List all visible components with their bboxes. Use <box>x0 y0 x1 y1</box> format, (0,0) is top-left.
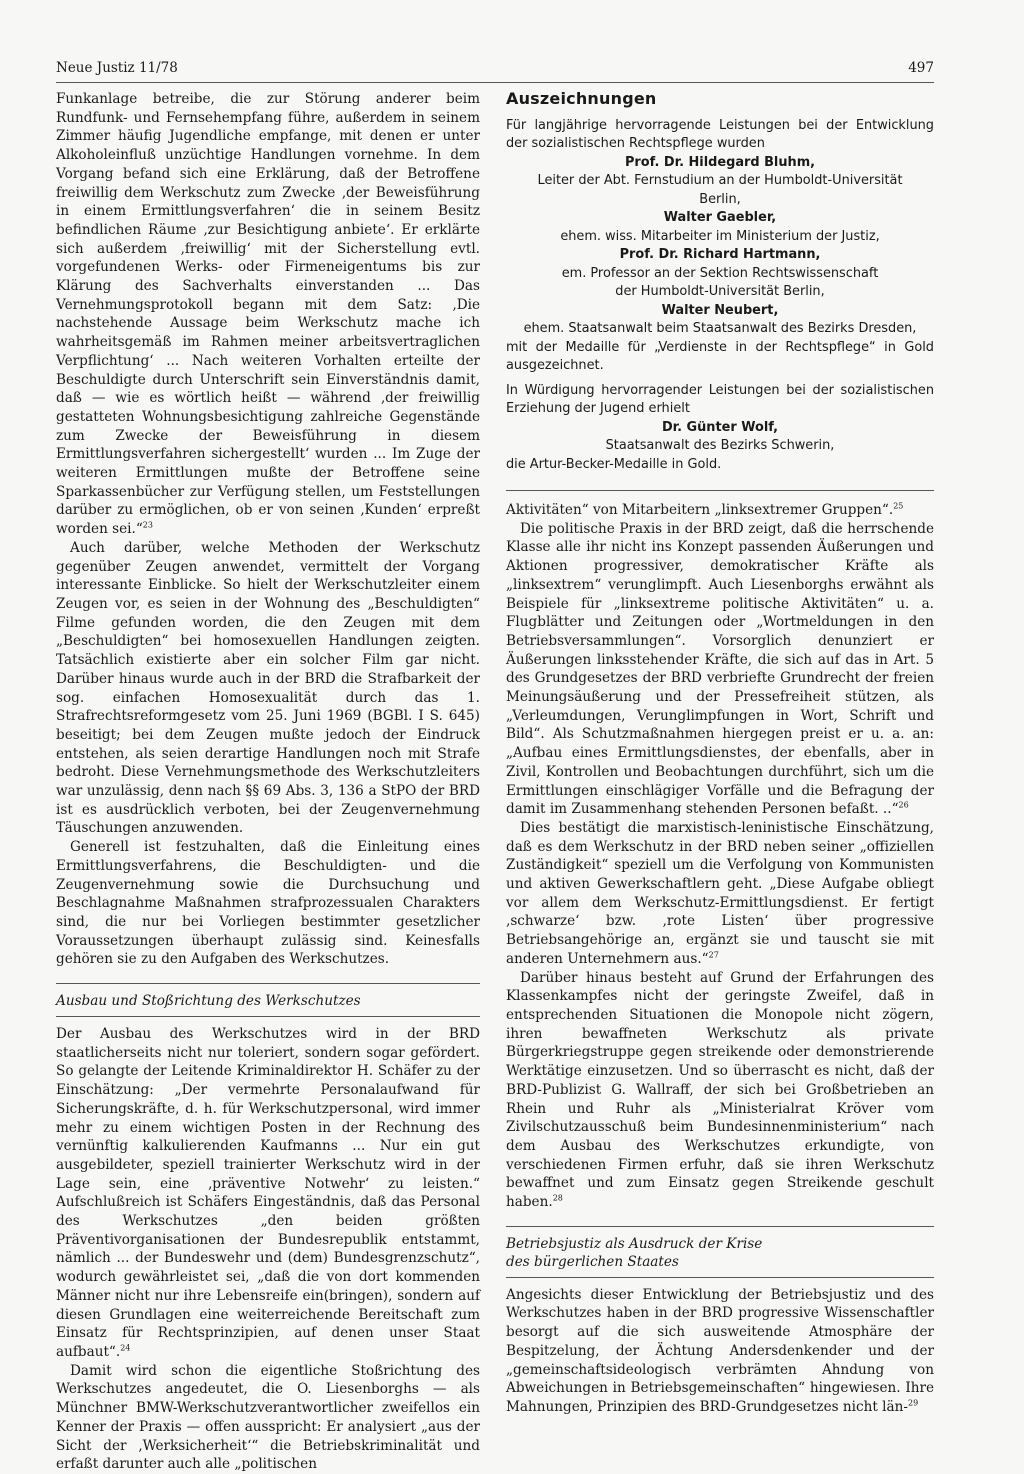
section-rule <box>56 983 480 984</box>
awards-closing: die Artur-Becker-Medaille in Gold. <box>506 456 722 472</box>
footnote-ref: 29 <box>908 1398 919 1408</box>
paragraph: Darüber hinaus besteht auf Grund der Erfahrungen des Klassenkampfes nicht der geringste Zweifel, daß in entsprechenden Situationen die Monopole nicht zögern, ihren bewaffneten Werkschutz als private Bürgerkriegstruppe gegen streikende oder demonstrierende Werktätige einzusetzen. Und so überrascht es nicht, daß der BRD-Publizist G. Wallraff, der sich bei Großbetrieben an Rhein und Ruhr als „Ministerialrat Kröver vom Zivilschutzausschuß beim Bundesinnenministerium“ nach dem Ausbau des Werkschutzes erkundigte, von verschiedenen Firmen erfuhr, daß sie ihren Werkschutz bewaffnet und zum Einsatz gegen Streikende geschult haben.$^{28}$ <box>506 969 934 1211</box>
awardee-role: Leiter der Abt. Fernstudium an der Humboldt-Universität <box>537 173 903 188</box>
footnote-ref: 25 <box>893 501 904 511</box>
awardee-role: der Humboldt-Universität Berlin, <box>615 284 825 299</box>
awardee-name: Walter Gaebler, <box>663 210 777 225</box>
awardee-role: ehem. Staatsanwalt beim Staatsanwalt des Bezirks Dresden, <box>523 321 917 336</box>
footnote-ref: 28 <box>552 1193 563 1203</box>
awardee-role: Staatsanwalt des Bezirks Schwerin, <box>605 438 835 453</box>
paragraph: Generell ist festzuhalten, daß die Einleitung eines Ermittlungsverfahrens, die Beschuldigten- und die Zeugenvernehmung sowie die Durchsuchung und Beschlagnahme Maßnahmen strafprozessualen Charakters sind, die nur bei Vorliegen bestimmter gesetzlicher Voraussetzungen überhaupt zulässig sind. Keinesfalls gehören sie zu den Aufgaben des Werkschutzes. <box>56 839 480 968</box>
paragraph: Aktivitäten“ von Mitarbeitern „linksextremer Gruppen“.$^{25}$ <box>506 501 904 518</box>
section-rule <box>506 1226 934 1227</box>
paragraph: Die politische Praxis in der BRD zeigt, daß die herrschende Klasse alle ihr nicht ins Konzept passenden Äußerungen und Aktionen progressiver, demokratischer Kräfte als „linksextrem“ verunglimpft. Auch Liesenborghs erwähnt als Beispiele für „linksextreme politische Aktivitäten“ u. a. Flugblätter und Zeitungen oder „Wortmeldungen in den Betriebsversammlungen“. Vorsorglich denunziert er Äußerungen linksstehender Kräfte, die sich auf das in Art. 5 des Grundgesetzes der BRD verbriefte Grundrecht der freien Meinungsäußerung und der Pressefreiheit stützen, als „Verleumdungen, Verunglimpfungen in Wort, Schrift und Bild“. Als Schutzmaßnahmen hiergegen preist er u. a. an: „Aufbau eines Ermittlungsdienstes, der ebenfalls, aber in Zivil, Kontrollen und Beobachtungen durchführt, sich um die Ermittlungen einschlägiger Vorfälle und die Befragung der damit im Zusammenhang stehenden Personen befaßt. ..“$^{26}$ <box>506 520 934 818</box>
awardee-name: Walter Neubert, <box>661 302 779 318</box>
paragraph: Dies bestätigt die marxistisch-leninistische Einschätzung, daß es dem Werkschutz in der BRD neben seiner „offiziellen Zuständigkeit“ speziell um die Verfolgung von Kommunisten und aktiven Gewerkschaftlern geht. „Diese Aufgabe obliegt vor allem dem Werkschutz-Ermittlungsdienst. Er fertigt ‚schwarze‘ bzw. ‚rote Listen‘ über progressive Betriebsangehörige an, ergänzt sie und tauscht sie mit anderen Unternehmern aus.“$^{27}$ <box>506 819 934 967</box>
awardee-role: em. Professor an der Sektion Rechtswissenschaft <box>561 265 879 281</box>
paragraph: Auch darüber, welche Methoden der Werkschutz gegenüber Zeugen anwendet, vermittelt der Vorgang interessante Einblicke. So hielt der Werkschutzleiter einem Zeugen vor, es seien in der Wohnung des „Beschuldigten“ Filme gefunden worden, die den Zeugen mit dem „Beschuldigten“ bei homosexuellen Handlungen zeigten. Tatsächlich existierte aber ein solcher Film gar nicht. Darüber hinaus wurde auch in der BRD die Strafbarkeit der sog. einfachen Homosexualität durch das 1. Strafrechtsreformgesetz vom 25. Juni 1969 (BGBl. I S. 645) beseitigt; bei dem Zeugen mußte jedoch der Eindruck entstehen, als seien derartige Handlungen noch mit Strafe bedroht. Diese Vernehmungsmethode des Werkschutzleiters war unzulässig, denn nach §§ 69 Abs. 3, 136 a StPO der BRD ist es ausdrücklich verboten, bei der Zeugenvernehmung Täuschungen anzuwenden. <box>56 539 480 837</box>
page-header <box>56 60 934 80</box>
footnote-ref: 24 <box>120 1343 131 1353</box>
medal-text: mit der Medaille für „Verdienste in der Rechtspflege“ in Gold ausgezeichnet. <box>506 339 934 373</box>
awardee-role: Berlin, <box>699 191 741 207</box>
page-number: 497 <box>908 60 934 76</box>
right-column <box>506 90 934 1417</box>
section-heading: Ausbau und Stoßrichtung des Werkschutzes <box>56 993 361 1010</box>
awards-intro: Für langjährige hervorragende Leistungen bei der Entwicklung der sozialistischen Rechtspflege wurden <box>506 117 934 151</box>
awards-title: Auszeichnungen <box>506 89 657 108</box>
awardee-name: Prof. Dr. Richard Hartmann, <box>619 247 821 262</box>
paragraph: Der Ausbau des Werkschutzes wird in der BRD staatlicherseits nicht nur toleriert, sondern sogar gefördert. So gelangte der Leitende Kriminaldirektor H. Schäfer zu der Einschätzung: „Der vermehrte Personalaufwand für Sicherungskräfte, d. h. für Werkschutzpersonal, wird immer mehr zu einem wichtigen Posten in der Rechnung des vernünftig kalkulierenden Kaufmanns ... Nur ein gut ausgebildeter, speziell trainierter Werkschutz wird in der Lage sein, eine ‚präventive Notwehr‘ zu leisten.“ Aufschlußreich ist Schäfers Eingeständnis, daß das Personal des Werkschutzes „den beiden größten Präventivorganisationen der Bundesrepublik entstammt, nämlich ... der Bundeswehr und (dem) Bundesgrenzschutz“, wodurch gewährleistet sei, „daß die von dort kommenden Männer nicht nur ihre Lebensreife ein(bringen), sondern auf diesen Grundlagen eine weiterreichende Bereitschaft zum Einsatz für Rechtsprinzipien, auf denen unser Staat aufbaut“.$^{24}$ <box>56 1026 480 1360</box>
section-rule <box>56 1016 480 1017</box>
awardee-name: Prof. Dr. Hildegard Bluhm, <box>624 154 816 170</box>
header-rule <box>56 82 934 83</box>
awardee-name: Dr. Günter Wolf, <box>661 419 779 435</box>
section-rule <box>506 1277 934 1278</box>
awards-intro-2: In Würdigung hervorragender Leistungen bei der sozialistischen Erziehung der Jugend erhielt <box>506 382 934 416</box>
footnote-ref: 26 <box>898 800 909 810</box>
section-heading: Betriebsjustiz als Ausdruck der Krise des bürgerlichen Staates <box>506 1235 763 1270</box>
footnote-ref: 23 <box>142 520 153 530</box>
awards-rule <box>506 490 934 491</box>
journal-title: Neue Justiz 11/78 <box>56 60 178 76</box>
left-column <box>56 90 480 1474</box>
paragraph: Damit wird schon die eigentliche Stoßrichtung des Werkschutzes angedeutet, die O. Liesenborghs — als Münchner BMW-Werkschutzverantwortlicher zweifellos ein Kenner der Praxis — offen ausspricht: Er analysiert „aus der Sicht der ‚Werksicherheit‘“ die Betriebskriminalität und erfaßt darunter auch alle „politischen <box>56 1362 480 1473</box>
awards-box <box>506 90 934 474</box>
awardee-role: ehem. wiss. Mitarbeiter im Ministerium der Justiz, <box>560 228 880 244</box>
footnote-ref: 27 <box>708 950 719 960</box>
paragraph: Funkanlage betreibe, die zur Störung anderer beim Rundfunk- und Fernsehempfang führe, außerdem in seinem Zimmer häufig Jugendliche empfange, mit denen er unter Alkoholeinfluß unzüchtige Handlungen vornehme. In dem Vorgang befand sich eine Erklärung, daß der Betroffene freiwillig dem Werkschutz zum Zwecke ‚der Beweisführung in einem Ermittlungsverfahren‘ die in seinem Besitz befindlichen Räume ‚zur Besichtigung anbiete‘. Er erklärte sich außerdem ‚freiwillig‘ mit der Sicherstellung evtl. vorgefundenen Werks- oder Firmeneigentums bis zur Klärung des Sachverhalts einverstanden ... Das Vernehmungsprotokoll begann mit dem Satz: ‚Die nachstehende Aussage beim Werkschutz mache ich wahrheitsgemäß im Rahmen meiner arbeitsvertraglichen Verpflichtung‘ ... Nach weiteren Vorhalten erteilte der Beschuldigte durch Unterschrift sein Einverständnis damit, daß — wie es wörtlich heißt — während ‚der freiwillig gestatteten Wohnungsbesichtigung zahlreiche Gegenstände zum Zwecke der Beweisführung in diesem Ermittlungsverfahren sichergestellt‘ wurden ... Im Zuge der weiteren Ermittlungen mußte der Betroffene seine Sparkassenbücher zur Verfügung stellen, um Feststellungen darüber zu ermöglichen, ob er von seinen ‚Kunden‘ erpreßt worden sei.“$^{23}$ <box>56 91 480 538</box>
paragraph: Angesichts dieser Entwicklung der Betriebsjustiz und des Werkschutzes haben in der BRD progressive Wissenschaftler besorgt auf die sich ausweitende Atmosphäre der Bespitzelung, der Ächtung Andersdenkender und der „gemeinschaftsideologisch verbrämten Ahndung von Abweichungen in Betriebsgemeinschaften“ hingewiesen. Ihre Mahnungen, Prinzipien des BRD-Grundgesetzes nicht län-$^{29}$ <box>506 1286 934 1415</box>
